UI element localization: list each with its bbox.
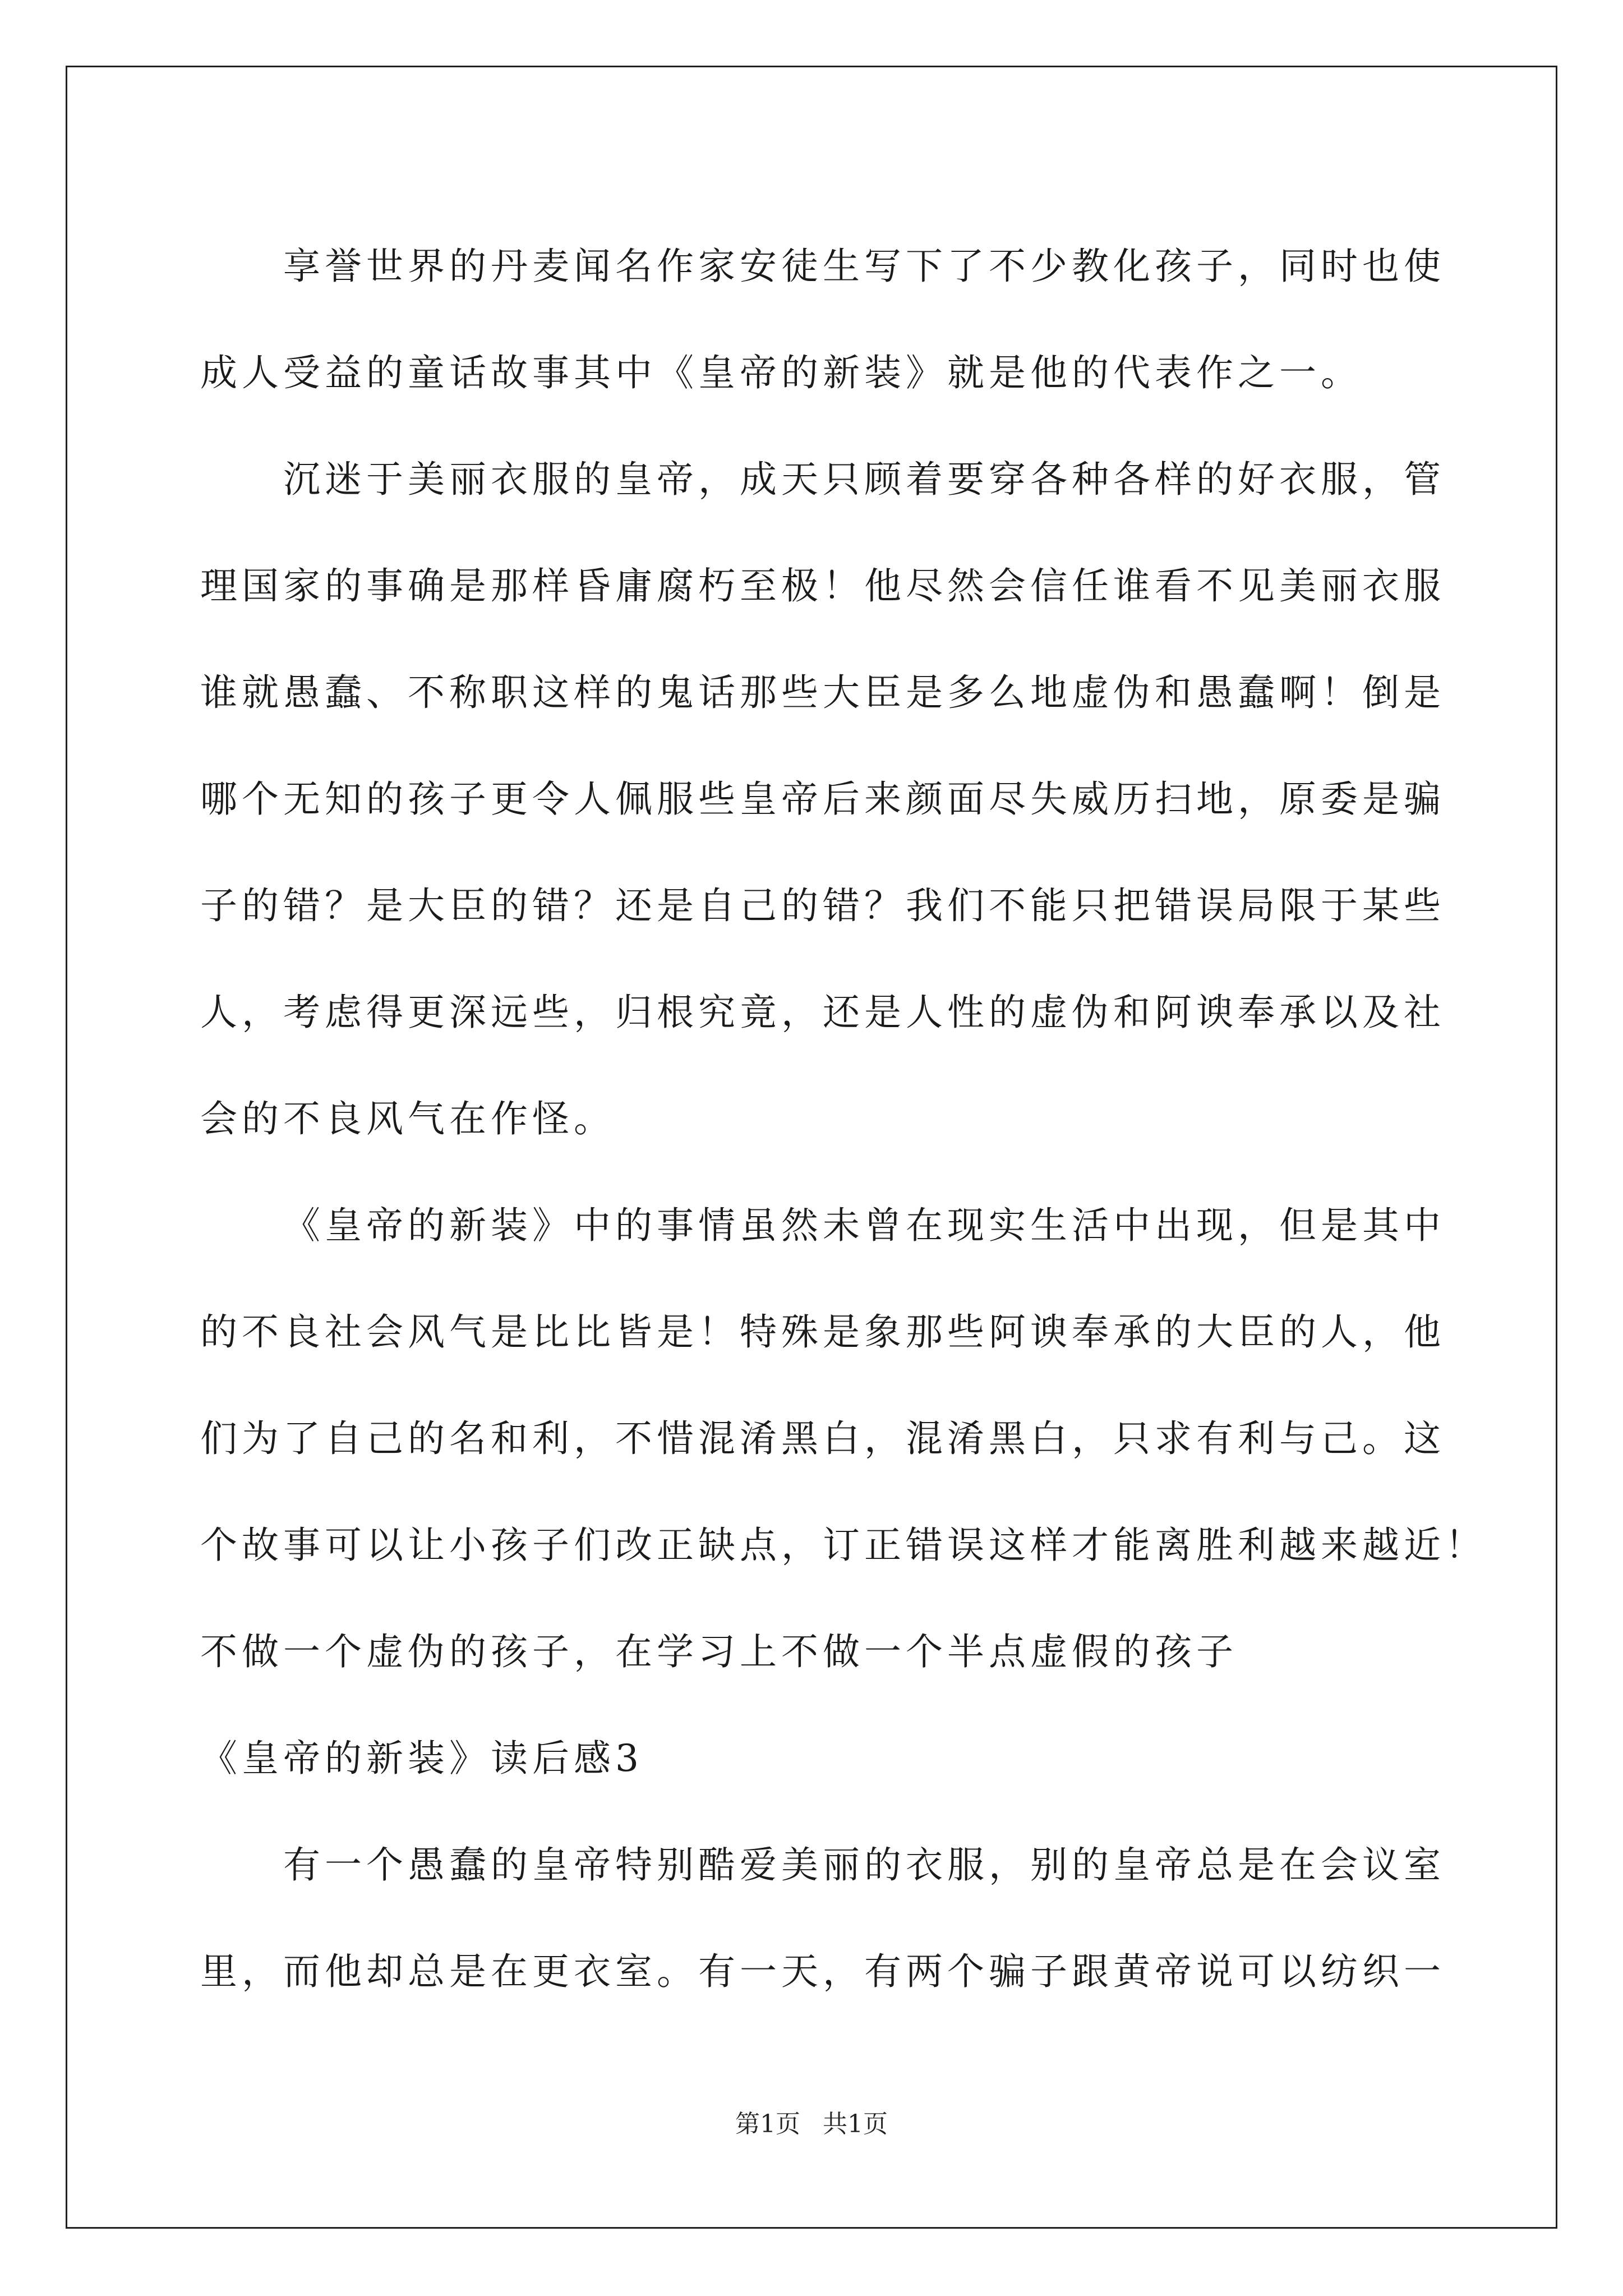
text-line: 的不良社会风气是比比皆是！特殊是象那些阿谀奉承的大臣的人，他 xyxy=(200,1310,1445,1354)
text-line: 成人受益的童话故事其中《皇帝的新装》就是他的代表作之一。 xyxy=(200,351,1362,394)
text-line: 《皇帝的新装》中的事情虽然未曾在现实生活中出现，但是其中 xyxy=(283,1204,1445,1247)
text-line: 谁就愚蠢、不称职这样的鬼话那些大臣是多么地虚伪和愚蠢啊！倒是 xyxy=(200,671,1445,714)
text-line: 哪个无知的孩子更令人佩服些皇帝后来颜面尽失威历扫地，原委是骗 xyxy=(200,777,1445,821)
text-line: 会的不良风气在作怪。 xyxy=(200,1097,615,1140)
text-line: 不做一个虚伪的孩子，在学习上不做一个半点虚假的孩子 xyxy=(200,1630,1238,1673)
text-line: 里，而他却总是在更衣室。有一天，有两个骗子跟黄帝说可以纺织一 xyxy=(200,1950,1445,1993)
text-line: 有一个愚蠢的皇帝特别酷爱美丽的衣服，别的皇帝总是在会议室 xyxy=(283,1843,1445,1887)
document-body xyxy=(200,213,1487,2025)
section-heading: 《皇帝的新装》读后感3 xyxy=(200,1737,643,1780)
text-line: 理国家的事确是那样昏庸腐朽至极！他尽然会信任谁看不见美丽衣服 xyxy=(200,564,1445,608)
text-line: 个故事可以让小孩子们改正缺点，订正错误这样才能离胜利越来越近！ xyxy=(200,1524,1487,1567)
text-line: 们为了自己的名和利，不惜混淆黑白，混淆黑白，只求有利与己。这 xyxy=(200,1417,1445,1460)
text-line: 人，考虑得更深远些，归根究竟，还是人性的虚伪和阿谀奉承以及社 xyxy=(200,991,1445,1034)
text-line: 沉迷于美丽衣服的皇帝，成天只顾着要穿各种各样的好衣服，管 xyxy=(283,458,1445,501)
page-footer xyxy=(0,2104,1623,2139)
page-number: 第1页 xyxy=(735,2110,800,2138)
text-line: 享誉世界的丹麦闻名作家安徒生写下了不少教化孩子，同时也使 xyxy=(283,245,1445,288)
text-line: 子的错？是大臣的错？还是自己的错？我们不能只把错误局限于某些 xyxy=(200,884,1445,927)
page-total: 共1页 xyxy=(823,2110,888,2138)
